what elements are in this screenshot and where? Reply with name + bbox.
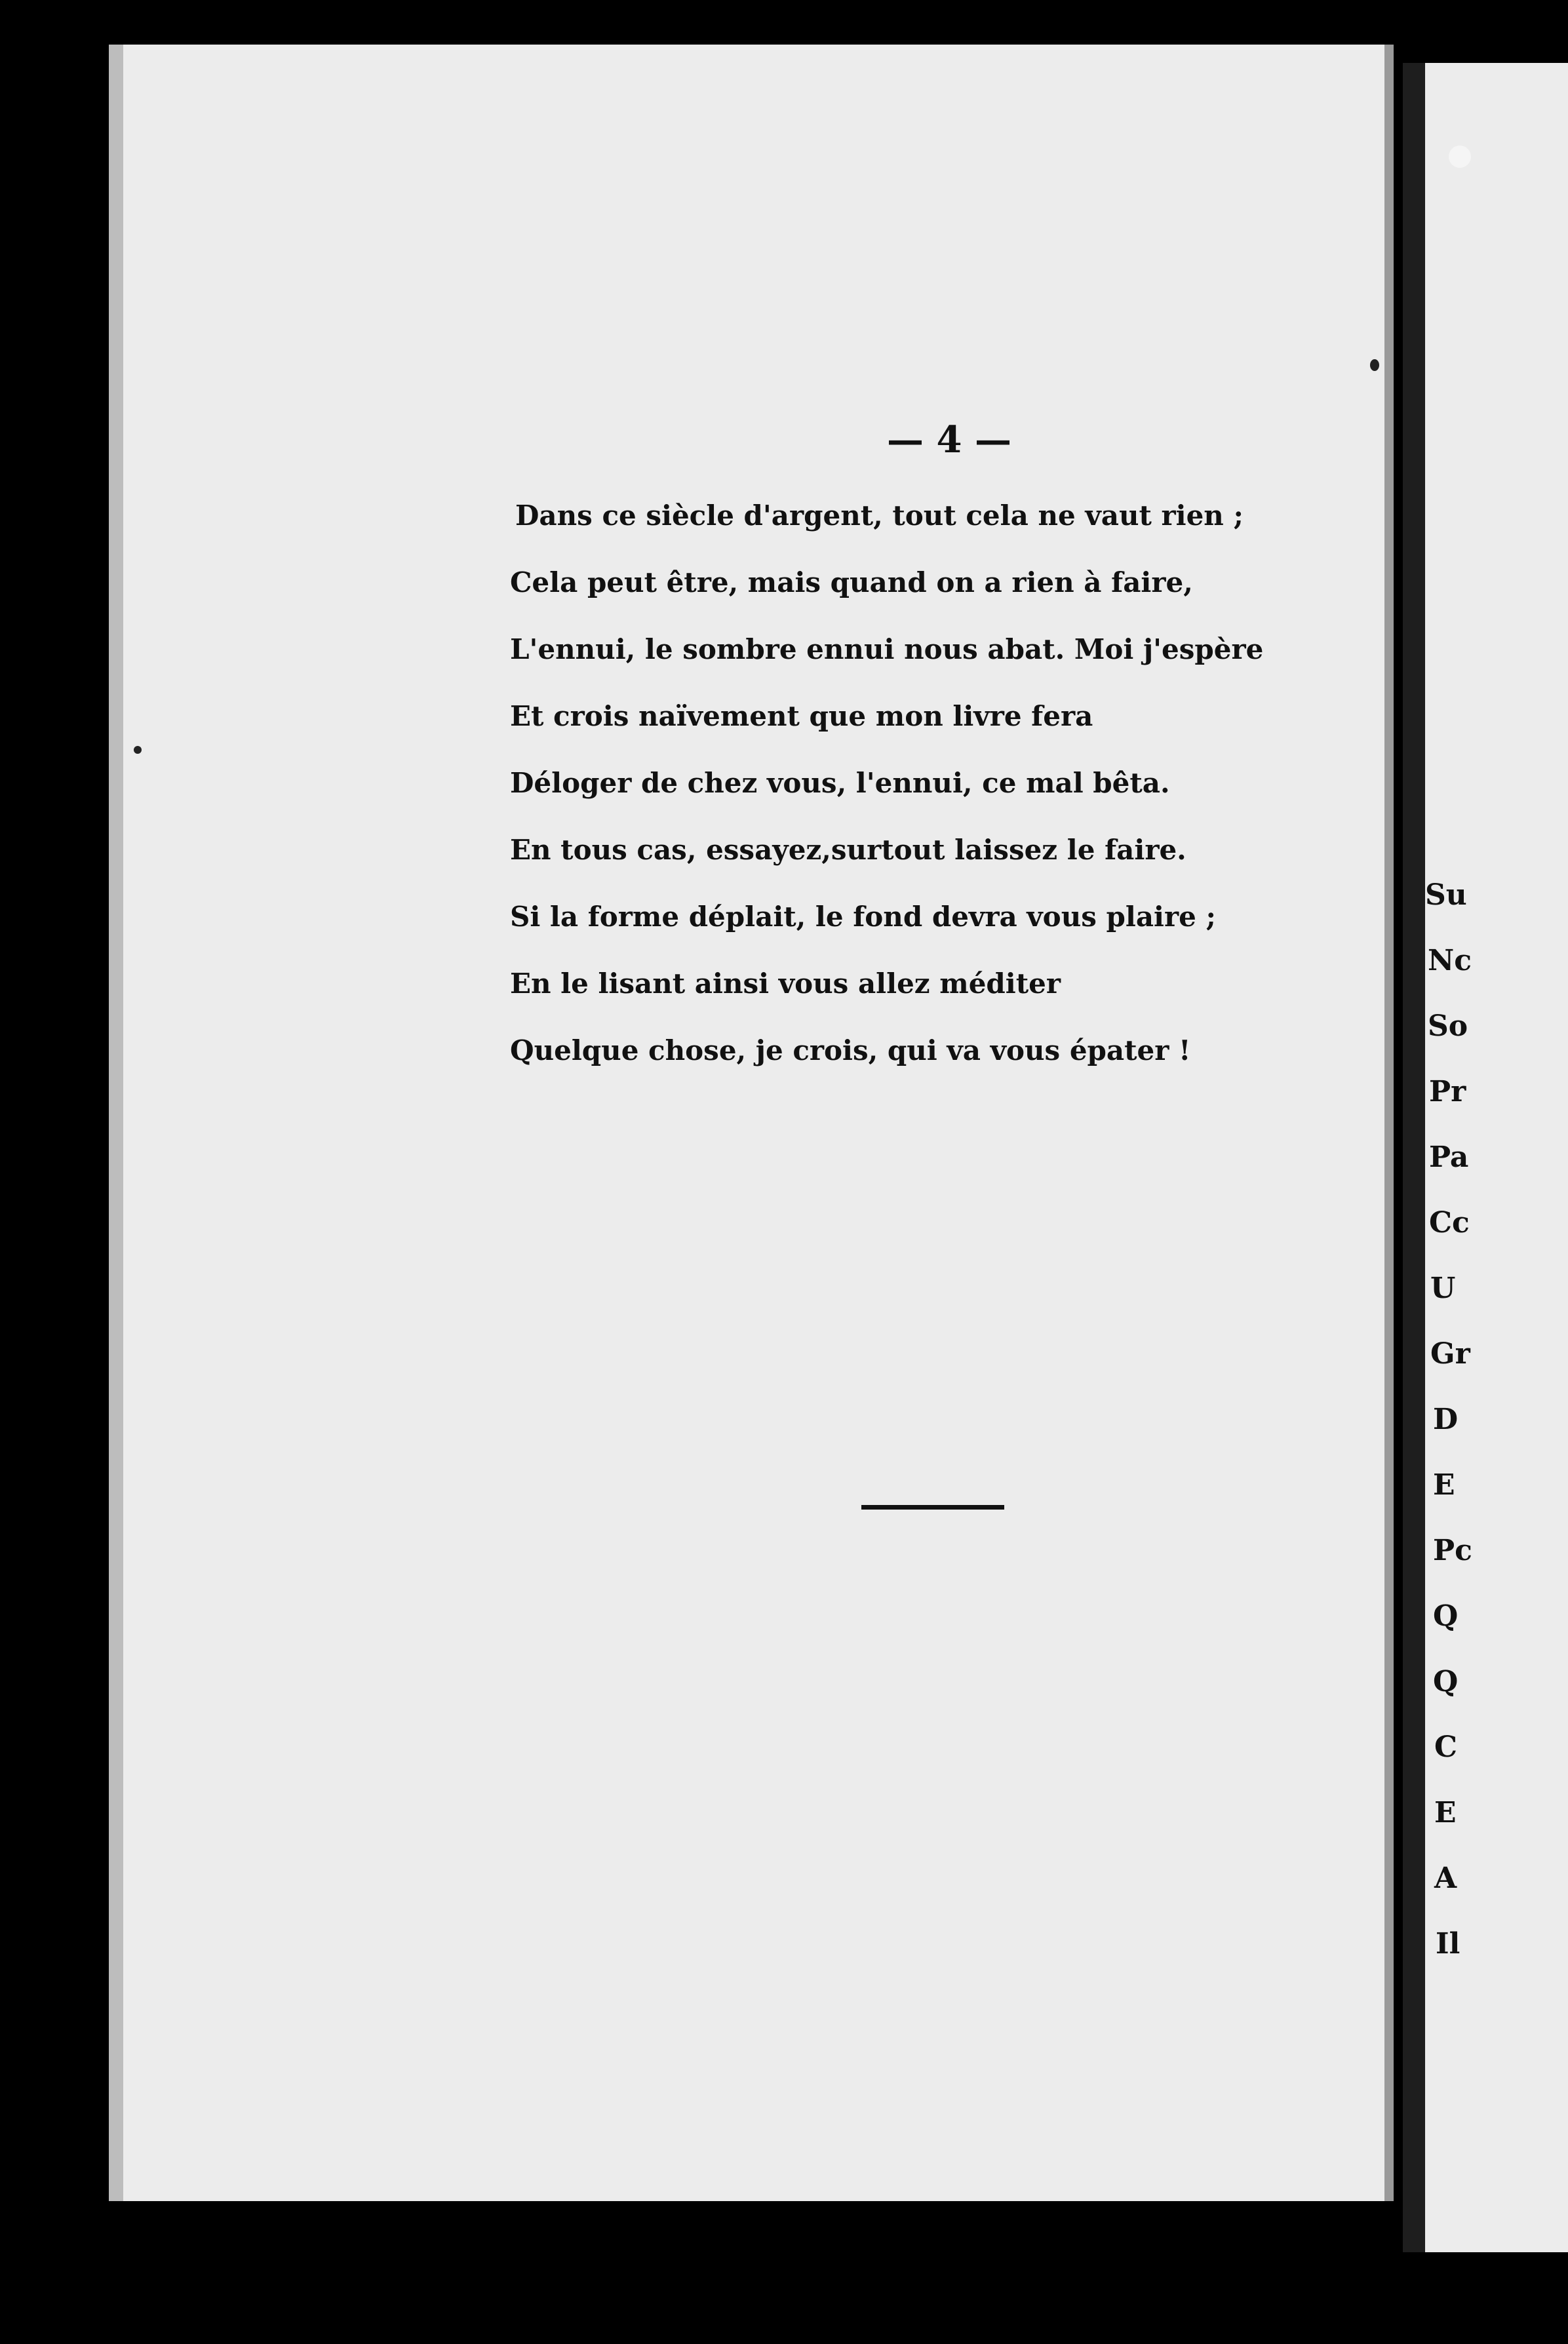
poem-line: Cela peut être, mais quand on a rien à faire, [510, 566, 1193, 598]
ink-speck [134, 746, 142, 754]
left-page [109, 45, 1394, 2201]
ink-speck [1449, 146, 1471, 168]
toc-fragment: Q [1433, 1599, 1459, 1633]
poem-line: Si la forme déplait, le fond devra vous plaire ; [510, 901, 1216, 933]
poem-line: Dans ce siècle d'argent, tout cela ne vaut rien ; [515, 499, 1244, 532]
toc-fragment: Pa [1429, 1141, 1469, 1174]
toc-fragment: Cc [1429, 1206, 1470, 1240]
toc-fragment: E [1433, 1468, 1455, 1502]
poem-line: En tous cas, essayez,surtout laissez le faire. [510, 834, 1186, 866]
toc-fragment: E [1434, 1796, 1457, 1829]
toc-fragment: Nc [1428, 944, 1472, 977]
toc-fragment: So [1428, 1009, 1468, 1043]
poem-line: Quelque chose, je crois, qui va vous épater ! [510, 1034, 1191, 1066]
toc-fragment: A [1434, 1862, 1457, 1895]
end-rule-dash [975, 1505, 1004, 1510]
poem-line: En le lisant ainsi vous allez méditer [510, 967, 1061, 1000]
toc-fragment: Su [1425, 878, 1467, 912]
poem-stanza [510, 482, 1297, 1084]
right-page-edge [1403, 63, 1568, 2252]
toc-fragment: Pr [1429, 1075, 1466, 1108]
ink-speck [1370, 359, 1379, 371]
poem-line: Déloger de chez vous, l'ennui, ce mal bêta. [510, 767, 1170, 799]
toc-fragment: Q [1433, 1665, 1459, 1698]
toc-fragment: U [1430, 1272, 1456, 1305]
toc-fragment: Gr [1430, 1337, 1470, 1371]
toc-fragment: D [1433, 1403, 1459, 1436]
toc-fragment: Il [1436, 1927, 1460, 1961]
toc-fragment: Pc [1433, 1534, 1472, 1567]
page-number: — 4 — [887, 418, 1011, 461]
toc-fragment: C [1434, 1730, 1458, 1764]
toc-fragments [1425, 863, 1568, 1977]
poem-line: L'ennui, le sombre ennui nous abat. Moi j'espère [510, 633, 1264, 665]
poem-line: Et crois naïvement que mon livre fera [510, 700, 1093, 732]
